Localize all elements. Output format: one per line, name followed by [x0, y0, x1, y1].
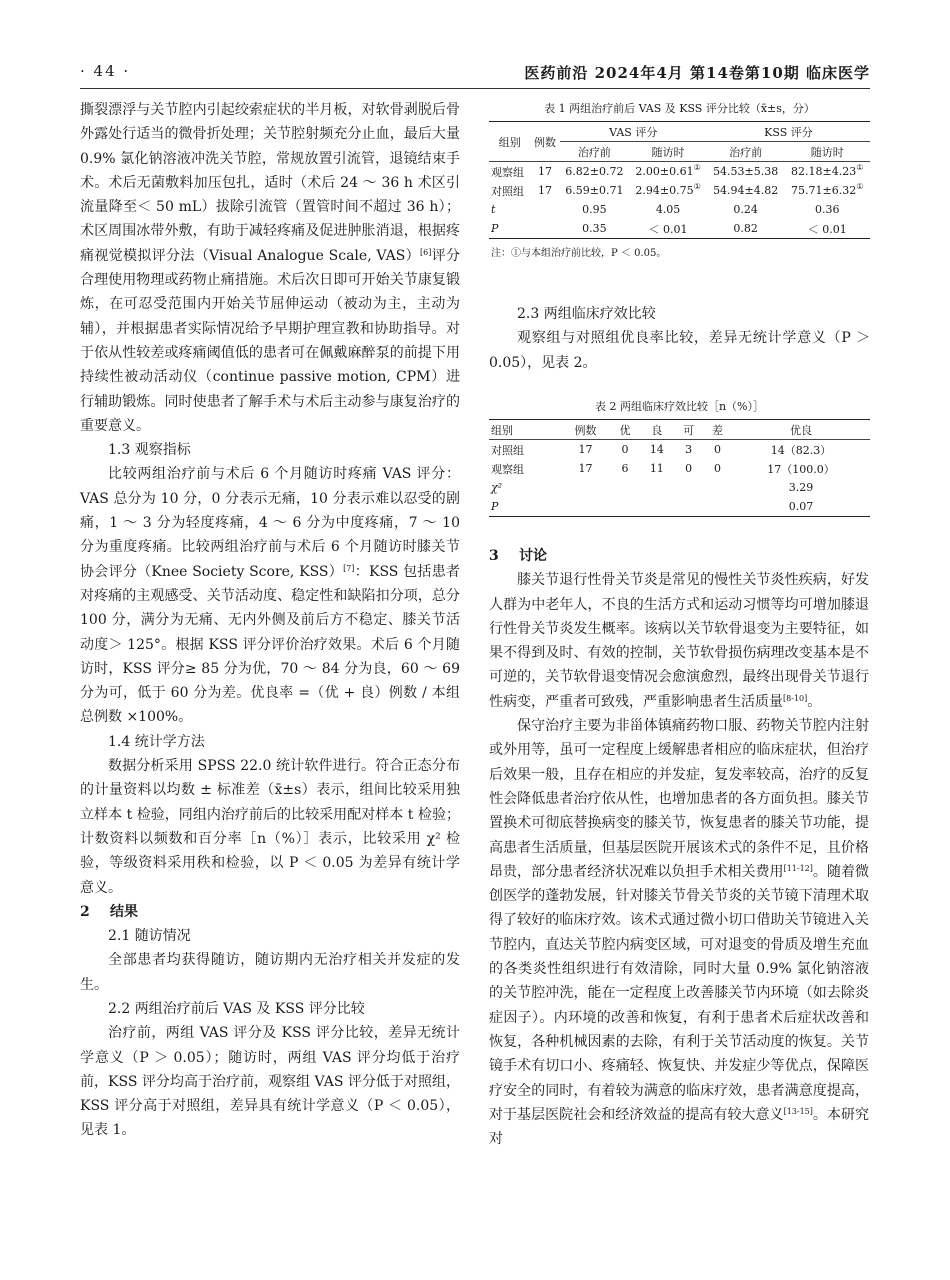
heading-2-3: 2.3 两组临床疗效比较 [517, 306, 656, 322]
heading-2-2: 2.2 两组治疗前后 VAS 及 KSS 评分比较 [108, 1000, 365, 1017]
table-header: 差 [712, 423, 724, 437]
table-header: KSS 评分 [707, 122, 870, 142]
paragraph-discussion-2: 保守治疗主要为非甾体镇痛药物口服、药物关节腔内注射或外用等，虽可一定程度上缓解患者相应的临床症状，但治疗后效果一般，且存在相应的并发症，复发率较高，治疗的反复性会降低患者治疗依从性，也增加患者的各方面负担。膝关节置换术可彻底替换病变的膝关节，恢复患者的膝关节功能，提高患者生活质量，但基层医院开展该术式的条件不足，且价格昂贵，部分患者经济状况难以负担手术相关费用[11-12]。随着微创医学的蓬勃发展，针对膝关节骨关节炎的关节镜下清理术取得了较好的临床疗效。该术式通过微小切口借助关节镜进入关节腔内，直达关节腔内病变区域，可对退变的骨质及增生充血的各类炎性组织进行有效清除，同时大量 0.9% 氯化钠溶液的关节腔冲洗，能在一定程度上改善膝关节内环境（如去除炎症因子）。内环境的改善和恢复，有利于患者术后症状改善和恢复，各种机械因素的去除，有利于关节活动度的恢复。关节镜手术有切口小、疼痛轻、恢复快、并发症少等优点，保障医疗安全的同时，有着较为满意的临床疗效，患者满意度提高，对于基层医院社会和经济效益的提高有较大意义[13-15]。本研究对 [489, 718, 870, 1148]
table-1 [489, 100, 870, 259]
table-header: 例数 [574, 423, 597, 437]
table-header: 治疗前 [729, 145, 763, 159]
section-2-3 [489, 302, 870, 375]
table-row: χ² 3.29 [491, 481, 814, 494]
table-header: 例数 [533, 135, 556, 149]
citation[interactable]: [11-12] [783, 863, 813, 873]
table-2 [489, 398, 870, 517]
heading-1-3: 1.3 观察指标 [108, 442, 191, 459]
table-row: 对照组 17 0 14 3 0 14（82.3） [491, 443, 832, 457]
paragraph-surgery: 撕裂漂浮与关节腔内引起绞索症状的半月板，对软骨剥脱后骨外露处行适当的微骨折处理；关节腔射频充分止血，最后大量 0.9% 氯化钠溶液冲洗关节腔，常规放置引流管，退镜结束手术。术后无菌敷料加压包扎，适时（术后 24 ～ 36 h 术区引流量降至＜ 50 mL）拔除引流管（置管时间不超过 36 h）；术区周围冰带外敷，有助于减轻疼痛及促进肿胀消退，根据疼痛视觉模拟评分法（Visual Analogue Scale, VAS）[6]评分合理使用物理或药物止痛措施。术后次日即可开始关节康复锻炼，在可忍受范围内开始关节屈伸运动（被动为主，主动为辅），并根据患者实际情况给予早期护理宣教和协助指导。对于依从性较差或疼痛阈值低的患者可在佩戴麻醉泵的前提下用持续性被动活动仪（continue passive motion, CPM）进行辅助锻炼。同时使患者了解手术与术后主动参与康复治疗的重要意义。 [80, 102, 461, 434]
table-header: 优良 [790, 423, 812, 437]
citation[interactable]: [6] [419, 247, 432, 257]
table-row: t 0.95 4.05 0.24 0.36 [491, 203, 840, 216]
table-2-caption: 表 2 两组临床疗效比较［n（%）］ [594, 400, 765, 413]
table-row: P 0.35 ＜ 0.01 0.82 ＜ 0.01 [489, 219, 870, 239]
paragraph-indicators: 比较两组治疗前与术后 6 个月随访时疼痛 VAS 评分：VAS 总分为 10 分，0 分表示无痛，10 分表示难以忍受的剧痛，1 ～ 3 分为轻度疼痛，4 ～ 6 分为中度疼痛，7 ～ 10 分为重度疼痛。比较两组治疗前与术后 6 个月随访时膝关节协会评分（Knee Society Score, KSS）[7]：KSS 包括患者对疼痛的主观感受、关节活动度、稳定性和缺陷扣分项，总分 100 分，满分为无痛、无内外侧及前后方不稳定、膝关节活动度＞ 125°。根据 KSS 评分评价治疗效果。术后 6 个月随访时，KSS 评分≥ 85 分为优，70 ～ 84 分为良，60 ～ 69 分为可，低于 60 分为差。优良率 =（优 + 良）例数 / 本组总例数 ×100%。 [80, 466, 460, 726]
paragraph-followup: 全部患者均获得随访，随访期内无治疗相关并发症的发生。 [80, 952, 460, 993]
heading-3: 3 讨论 [489, 548, 547, 564]
table-header: 随访时 [651, 145, 685, 159]
table-header: 治疗前 [577, 145, 611, 159]
paragraph-statistics: 数据分析采用 SPSS 22.0 统计软件进行。符合正态分布的计量资料以均数 ± 标准差（x̄±s）表示，组间比较采用独立样本 t 检验，同组内治疗前后的比较采用配对样本 t 检验；计数资料以频数和百分率［n（%）］表示，比较采用 χ² 检验，等级资料采用秩和检验，以 P ＜ 0.05 为差异有统计学意义。 [80, 758, 460, 896]
citation[interactable]: [7] [343, 563, 355, 573]
table-row: P 0.07 [489, 497, 870, 517]
table-row: 观察组 17 6 11 0 0 17（100.0） [491, 462, 835, 476]
table-2-grid [489, 419, 870, 517]
table-header: 优 [619, 423, 631, 437]
table-header: 随访时 [810, 145, 844, 159]
paragraph-vas-kss: 治疗前，两组 VAS 评分及 KSS 评分比较，差异无统计学意义（P ＞ 0.05）；随访时，两组 VAS 评分均低于治疗前，KSS 评分均高于治疗前，观察组 VAS 评分低于对照组，KSS 评分高于对照组，差异具有统计学意义（P ＜ 0.05），见表 1。 [80, 1025, 460, 1139]
journal-info: 医药前沿 2024年4月 第14卷第10期 临床医学 [524, 64, 870, 82]
table-header: VAS 评分 [560, 122, 707, 142]
table-row: 观察组 17 6.82±0.72 2.00±0.61① 54.53±5.38 82.18±4.23① [489, 162, 870, 182]
left-column [80, 98, 460, 1143]
table-header: 可 [683, 423, 695, 437]
heading-1-4: 1.4 统计学方法 [108, 733, 205, 750]
table-row: 对照组 17 6.59±0.71 2.94±0.75① 54.94±4.82 75.71±6.32① [491, 182, 864, 198]
page-header [80, 62, 870, 88]
heading-2: 2 结果 [80, 903, 138, 920]
table-header: 组别 [498, 135, 521, 149]
table-header: 组别 [491, 423, 513, 437]
paragraph-efficacy: 观察组与对照组优良率比较，差异无统计学意义（P ＞ 0.05），见表 2。 [489, 330, 870, 371]
table-header: 良 [651, 423, 663, 437]
heading-2-1: 2.1 随访情况 [108, 928, 191, 945]
table-1-grid [489, 121, 870, 239]
page-number: · 44 · [80, 62, 131, 80]
header-rule [80, 88, 870, 89]
citation[interactable]: [8-10] [783, 693, 808, 703]
citation[interactable]: [13-15] [783, 1106, 813, 1116]
table-1-caption: 表 1 两组治疗前后 VAS 及 KSS 评分比较（x̄±s，分） [544, 102, 815, 115]
table-1-note: 注：①与本组治疗前比较，P ＜ 0.05。 [491, 248, 667, 259]
paragraph-discussion-1: 膝关节退行性骨关节炎是常见的慢性关节炎性疾病，好发人群为中老年人，不良的生活方式和运动习惯等均可增加膝退行性骨关节炎发生概率。该病以关节软骨退变为主要特征，如果不得到及时、有效的控制，关节软骨损伤病理改变基本是不可逆的，关节软骨退变情况会愈演愈烈，最终出现骨关节退行性病变，严重者可致残，严重影响患者生活质量[8-10]。 [489, 572, 869, 710]
right-column [489, 544, 869, 1151]
